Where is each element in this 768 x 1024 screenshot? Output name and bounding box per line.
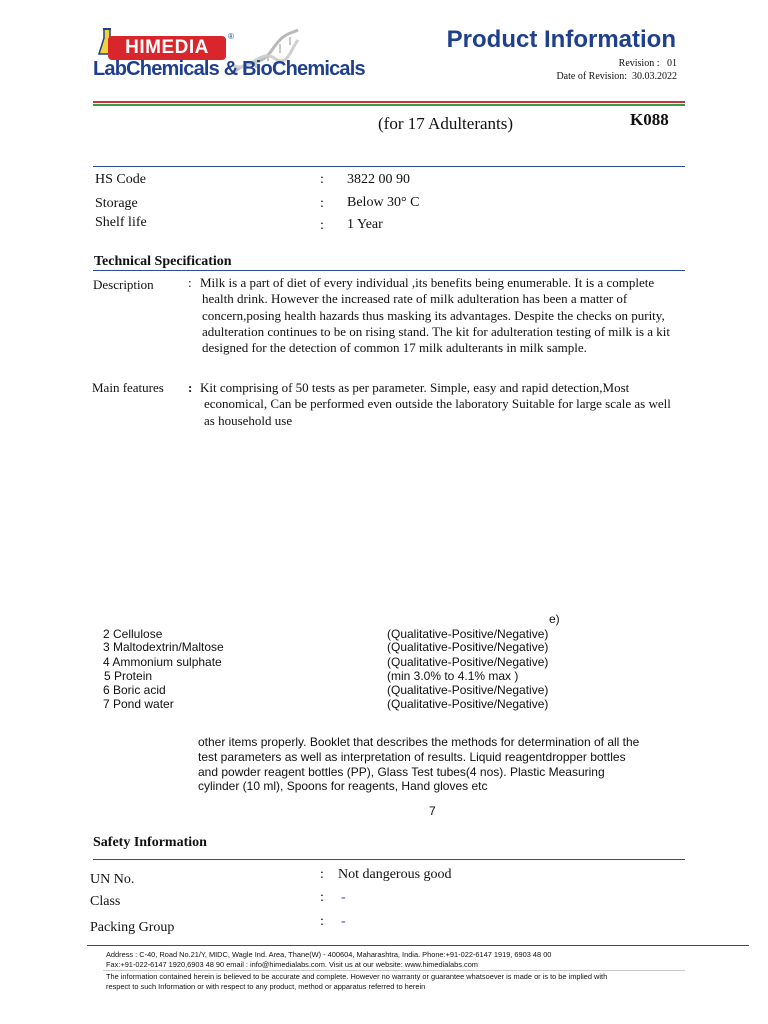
parameter-result: (min 3.0% to 4.1% max ) (387, 669, 519, 683)
footer-disclaimer: respect to such Information or with respect to any product, method or apparatus referred to herein (106, 982, 426, 991)
revision-info (556, 57, 677, 83)
revision-value: 01 (667, 58, 677, 69)
parameter-result: (Qualitative-Positive/Negative) (387, 640, 549, 654)
technical-spec-title: Technical Specification (94, 254, 232, 269)
safety-label-packing-group: Packing Group (90, 920, 175, 935)
registered-mark: ® (228, 32, 234, 41)
contents-line: test parameters as well as interpretation of results. Liquid reagentdropper bottles (198, 750, 626, 764)
footer-inner-divider (103, 970, 685, 971)
parameter-name: 3 Maltodextrin/Maltose (103, 640, 224, 654)
safety-separator: : (320, 867, 324, 882)
parameter-result: (Qualitative-Positive/Negative) (387, 655, 549, 669)
contents-line: cylinder (10 ml), Spoons for reagents, Hand gloves etc (198, 779, 488, 793)
contents-number: 7 (429, 804, 436, 818)
safety-info-title: Safety Information (93, 835, 207, 850)
safety-value-un-no: Not dangerous good (338, 867, 452, 882)
revision-label: Revision : (618, 58, 660, 69)
footer-disclaimer: The information contained herein is believed to be accurate and complete. However no warranty or guarantee whatsoever is made or is to be implied with (106, 972, 608, 981)
product-subtitle: (for 17 Adulterants) (378, 114, 514, 133)
divider (93, 270, 685, 271)
parameter-name: 6 Boric acid (103, 683, 166, 697)
footer-address: Address : C-40, Road No.21/Y, MIDC, Wagle Ind. Area, Thane(W) - 400604, Maharashtra, India. Phone:+91-022-6147 1919, 6903 48 00 (106, 950, 552, 959)
safety-label-un-no: UN No. (90, 872, 135, 887)
spec-value-hs-code: 3822 00 90 (347, 172, 410, 187)
parameter-partial-text: e) (549, 612, 560, 626)
parameter-result: (Qualitative-Positive/Negative) (387, 697, 549, 711)
safety-separator: : (320, 914, 324, 929)
contents-line: and powder reagent bottles (PP), Glass Test tubes(4 nos). Plastic Measuring (198, 765, 605, 779)
product-code: K088 (630, 110, 669, 129)
description-text: Milk is a part of diet of every individual ,its benefits being enumerable. It is a complete health drink. However the increased rate of milk adulteration has been a matter of concern,posing health hazards thus masking its advantages. Despite the checks on purity, adulteration continues to be on rising stand. The kit for adulteration testing of milk is a kit designed for the detection of common 17 milk adulterants in milk sample. (200, 275, 671, 356)
logo-tagline: LabChemicals & BioChemicals (93, 58, 365, 80)
logo-brand: HIMEDIA (108, 36, 226, 60)
parameter-name: 2 Cellulose (103, 627, 163, 641)
parameter-name: 4 Ammonium sulphate (103, 655, 222, 669)
footer-contact: Fax:+91-022-6147 1920,6903 48 90 email : info@himedialabs.com. Visit us at our website: www.himedialabs.com (106, 960, 478, 969)
parameter-name: 5 Protein (104, 669, 153, 683)
safety-value-packing-group: - (341, 914, 346, 929)
page-title: Product Information (446, 26, 676, 53)
spec-value-shelf-life: 1 Year (347, 217, 383, 232)
safety-separator: : (320, 890, 324, 905)
divider (93, 166, 685, 167)
spec-separator: : (320, 196, 324, 211)
description-separator: : (188, 275, 192, 290)
spec-separator: : (320, 218, 324, 233)
date-value: 30.03.2022 (632, 71, 677, 82)
safety-value-class: - (341, 890, 346, 905)
spec-label-shelf-life: Shelf life (95, 215, 147, 230)
safety-label-class: Class (90, 894, 121, 909)
header-divider-green (93, 104, 685, 106)
spec-label-hs-code: HS Code (95, 172, 146, 187)
spec-separator: : (320, 172, 324, 187)
main-features-separator: : (188, 380, 193, 395)
spec-value-storage: Below 30° C (347, 195, 420, 210)
contents-line: other items properly. Booklet that describes the methods for determination of all the (198, 735, 640, 749)
parameter-name: 7 Pond water (103, 697, 174, 711)
spec-label-storage: Storage (95, 196, 138, 211)
header-divider-red (93, 101, 685, 103)
parameter-result: (Qualitative-Positive/Negative) (387, 627, 549, 641)
main-features-text: Kit comprising of 50 tests as per parameter. Simple, easy and rapid detection,Most economical, Can be performed even outside the laboratory Suitable for large scale as well as household use (200, 380, 671, 428)
parameter-result: (Qualitative-Positive/Negative) (387, 683, 549, 697)
footer-divider (87, 945, 749, 946)
date-label: Date of Revision: (556, 71, 627, 82)
description-label: Description (93, 277, 154, 292)
divider (93, 859, 685, 860)
main-features-label: Main features (92, 380, 164, 395)
